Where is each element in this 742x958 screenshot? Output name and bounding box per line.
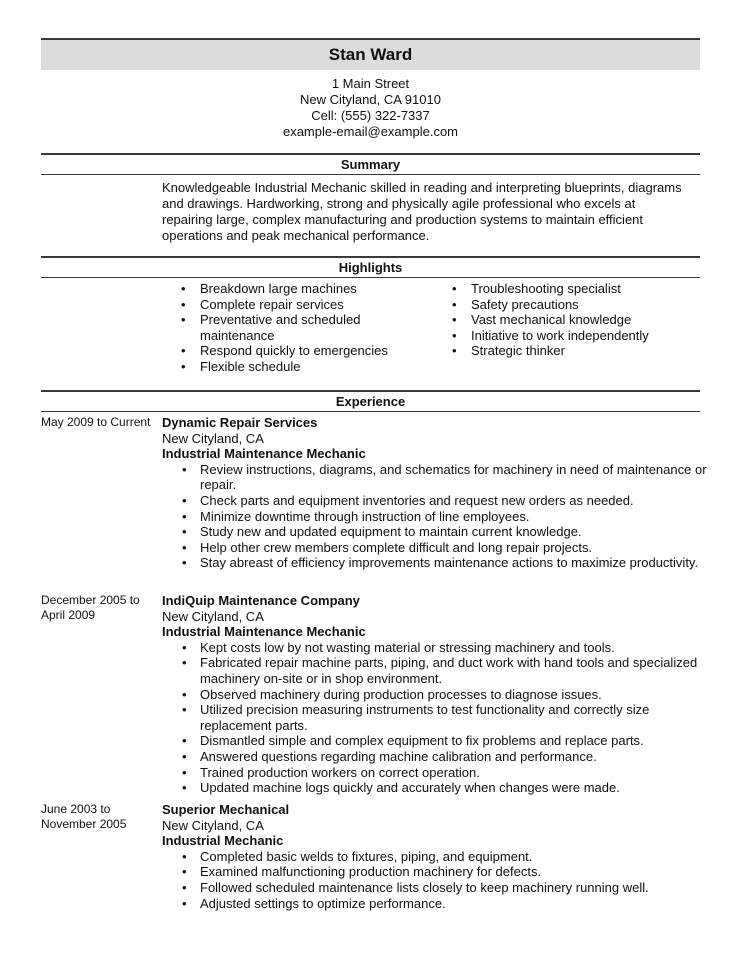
- job-location: New Cityland, CA: [162, 430, 264, 446]
- job-company: Dynamic Repair Services: [162, 415, 318, 430]
- job-bullet: • Adjusted settings to optimize performance.: [162, 896, 707, 912]
- job-dates: June 2003 to November 2005: [41, 802, 127, 831]
- job-company: IndiQuip Maintenance Company: [162, 593, 360, 608]
- job-title: Industrial Maintenance Mechanic: [162, 446, 366, 462]
- address-line-1: 1 Main Street: [331, 76, 410, 91]
- job-entry: [162, 415, 707, 571]
- job-bullet: • Followed scheduled maintenance lists closely to keep machinery running well.: [162, 880, 707, 896]
- experience-heading: Experience: [41, 390, 700, 412]
- highlight-item: • Strategic thinker: [433, 343, 703, 359]
- summary-text: [162, 180, 702, 244]
- email-address: example-email@example.com: [282, 124, 459, 139]
- job-bullet: • Study new and updated equipment to maintain current knowledge.: [162, 524, 707, 540]
- job-bullet: • Answered questions regarding machine calibration and performance.: [162, 749, 707, 765]
- highlight-item: • Safety precautions: [433, 297, 703, 313]
- contact-block: [41, 76, 700, 140]
- job-dates: May 2009 to Current: [41, 415, 151, 429]
- job-bullet: • Completed basic welds to fixtures, piping, and equipment.: [162, 849, 707, 865]
- job-bullet: • Review instructions, diagrams, and schematics for machinery in need of maintenance or repair.: [162, 462, 707, 493]
- job-bullet: • Trained production workers on correct operation.: [162, 765, 707, 781]
- highlights-right-column: [433, 281, 703, 359]
- job-title: Industrial Mechanic: [162, 833, 284, 849]
- highlights-heading: Highlights: [41, 256, 700, 278]
- job-bullet: • Utilized precision measuring instruments to test functionality and correctly size replacement parts.: [162, 702, 707, 733]
- job-bullet: • Examined malfunctioning production machinery for defects.: [162, 864, 707, 880]
- job-company: Superior Mechanical: [162, 802, 290, 817]
- summary-line: and drawings. Hardworking, strong and physically agile professional who excels at: [162, 196, 636, 211]
- resume-name: Stan Ward: [41, 38, 700, 70]
- highlight-item: • Troubleshooting specialist: [433, 281, 703, 297]
- job-bullet: • Updated machine logs quickly and accurately when changes were made.: [162, 780, 707, 796]
- highlight-item: • Respond quickly to emergencies: [162, 343, 392, 359]
- highlight-item: • Vast mechanical knowledge: [433, 312, 703, 328]
- highlight-item: • Preventative and scheduled maintenance: [162, 312, 392, 343]
- job-bullet: • Dismantled simple and complex equipment to fix problems and replace parts.: [162, 733, 707, 749]
- job-bullet: • Observed machinery during production processes to diagnose issues.: [162, 687, 707, 703]
- job-title: Industrial Maintenance Mechanic: [162, 624, 366, 640]
- job-entry: [162, 802, 707, 911]
- job-entry: [162, 593, 707, 796]
- job-location: New Cityland, CA: [162, 817, 264, 833]
- address-line-2: New Cityland, CA 91010: [300, 92, 441, 107]
- summary-line: Knowledgeable Industrial Mechanic skilled in reading and interpreting blueprints, diagrams: [162, 180, 682, 195]
- cell-phone: Cell: (555) 322-7337: [311, 108, 430, 123]
- job-location: New Cityland, CA: [162, 608, 264, 624]
- job-bullet: • Minimize downtime through instruction of line employees.: [162, 509, 707, 525]
- summary-line: repairing large, complex manufacturing and production systems to maintain efficient: [162, 212, 644, 227]
- job-dates: December 2005 to April 2009: [41, 593, 140, 622]
- highlight-item: • Breakdown large machines: [162, 281, 392, 297]
- job-bullet: • Kept costs low by not wasting material or stressing machinery and tools.: [162, 640, 707, 656]
- summary-heading: Summary: [41, 153, 700, 175]
- highlights-left-column: [162, 281, 392, 375]
- highlight-item: • Flexible schedule: [162, 359, 392, 375]
- job-bullet: • Stay abreast of efficiency improvements maintenance actions to maximize productivity.: [162, 555, 707, 571]
- job-bullet: • Help other crew members complete difficult and long repair projects.: [162, 540, 707, 556]
- job-bullet: • Check parts and equipment inventories and request new orders as needed.: [162, 493, 707, 509]
- highlight-item: • Initiative to work independently: [433, 328, 703, 344]
- job-bullet: • Fabricated repair machine parts, piping, and duct work with hand tools and specialized machinery on-site or in shop environment.: [162, 655, 707, 686]
- highlight-item: • Complete repair services: [162, 297, 392, 313]
- summary-line: operations and peak mechanical performance.: [162, 228, 430, 243]
